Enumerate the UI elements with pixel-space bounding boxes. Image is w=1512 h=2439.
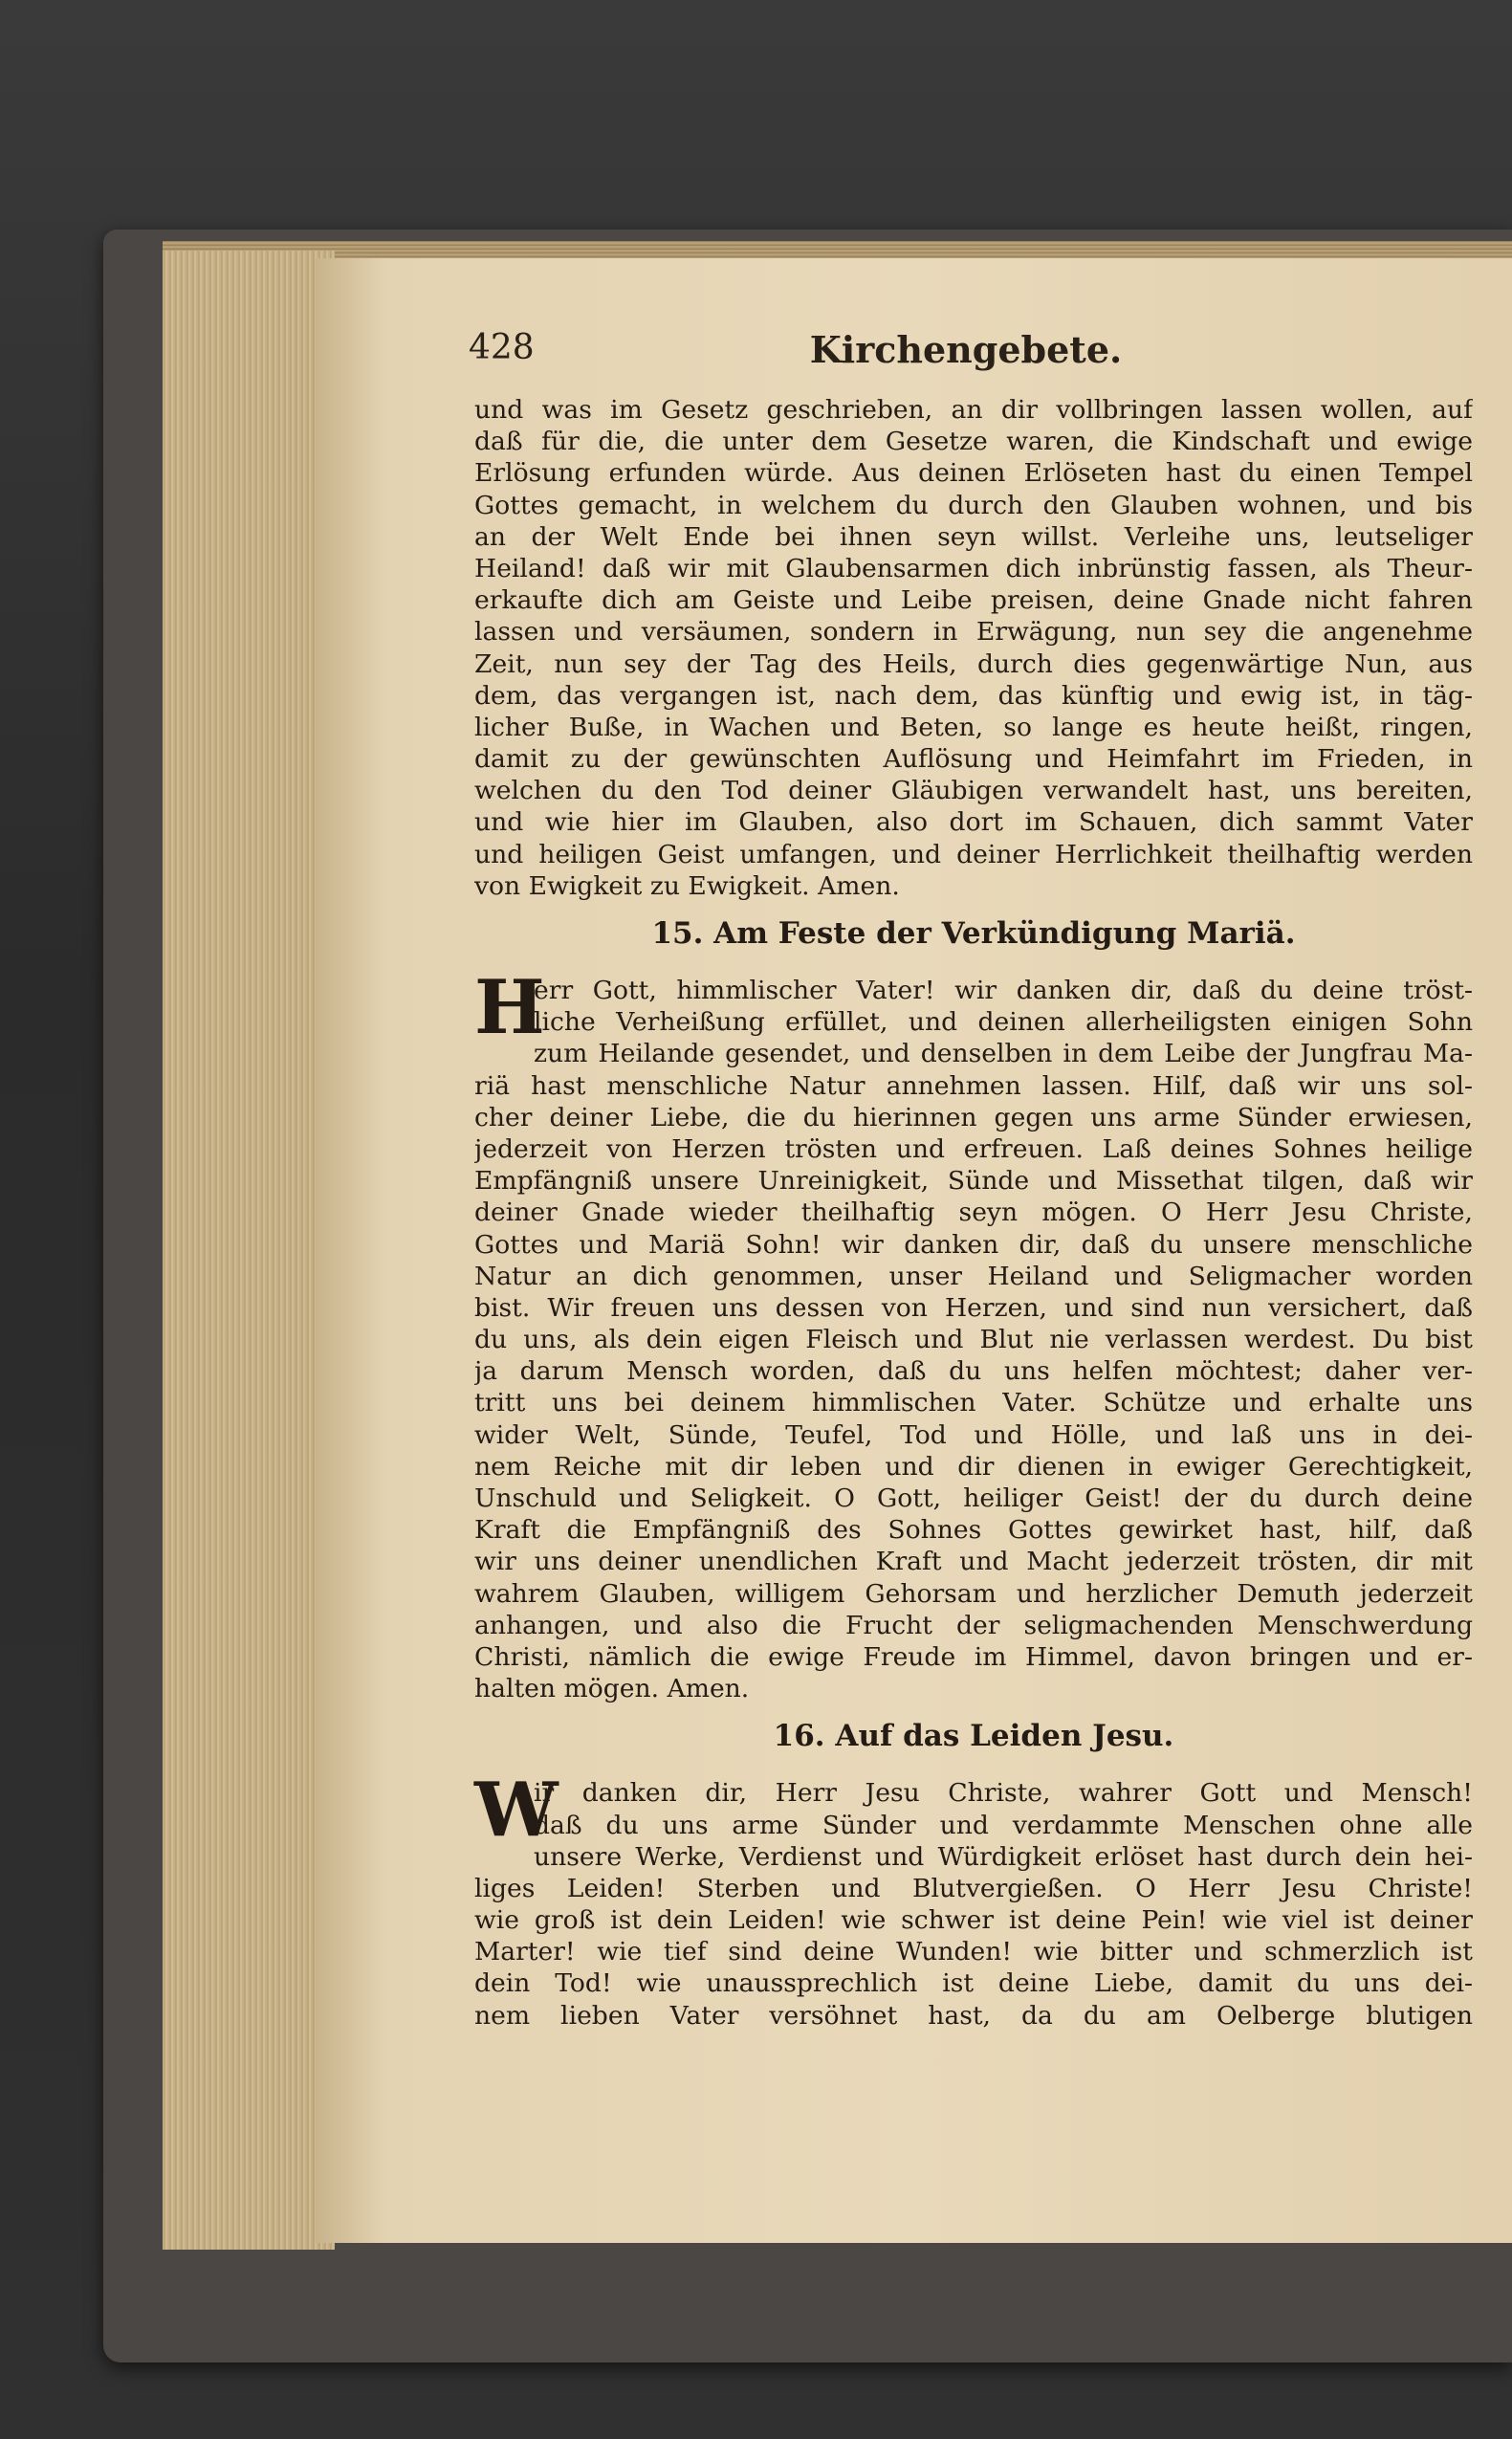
running-head <box>469 328 1463 376</box>
running-title: Kirchengebete. <box>809 328 1123 371</box>
text-line: tritt uns bei deinem himmlischen Vater. Schütze und erhalte uns <box>474 1388 1473 1418</box>
text-line: riä hast menschliche Natur annehmen lassen. Hilf, daß wir uns sol- <box>474 1070 1473 1101</box>
text-line: dem, das vergangen ist, nach dem, das künftig und ewig ist, in täg- <box>474 680 1473 711</box>
page-edges <box>163 251 335 2250</box>
text-line: und wie hier im Glauben, also dort im Schauen, dich sammt Vater <box>474 807 1473 838</box>
text-line: Heiland! daß wir mit Glaubensarmen dich inbrünstig fassen, als Theur- <box>474 553 1473 583</box>
prayer-14-ending <box>474 394 1473 902</box>
prayer-15-body <box>474 964 1473 1704</box>
text-line: nem Reiche mit dir leben und dir dienen in ewiger Gerechtigkeit, <box>474 1451 1473 1482</box>
text-line: liche Verheißung erfüllet, und deinen allerheiligsten einigen Sohn <box>534 1007 1473 1038</box>
text-line: unsere Werke, Verdienst und Würdigkeit erlöset hast durch dein hei- <box>534 1841 1473 1872</box>
text-line: an der Welt Ende bei ihnen seyn willst. Verleihe uns, leutseliger <box>474 521 1473 552</box>
prayer-16-body <box>474 1767 1473 2032</box>
page-number: 428 <box>469 328 535 367</box>
text-line: halten mögen. Amen. <box>474 1674 750 1704</box>
text-line: anhangen, und also die Frucht der seligmachenden Menschwerdung <box>474 1610 1473 1640</box>
drop-cap: H <box>474 964 545 1051</box>
text-line: daß für die, die unter dem Gesetze waren, die Kindschaft und ewige <box>474 427 1473 457</box>
text-line: lassen und versäumen, sondern in Erwägung, nun sey die angenehme <box>474 617 1473 648</box>
text-line: dein Tod! wie unaussprechlich ist deine Liebe, damit du uns dei- <box>474 1968 1473 1999</box>
text-line: licher Buße, in Wachen und Beten, so lange es heute heißt, ringen, <box>474 712 1473 742</box>
text-line: Zeit, nun sey der Tag des Heils, durch dies gegenwärtige Nun, aus <box>474 648 1473 679</box>
text-line: err Gott, himmlischer Vater! wir danken dir, daß du deine tröst- <box>534 976 1473 1005</box>
drop-cap: W <box>474 1767 559 1855</box>
text-line: bist. Wir freuen uns dessen von Herzen, und sind nun versichert, daß <box>474 1292 1473 1323</box>
text-line: und was im Gesetz geschrieben, an dir vollbringen lassen wollen, auf <box>474 395 1473 425</box>
text-line: ir danken dir, Herr Jesu Christe, wahrer Gott und Mensch! <box>534 1778 1473 1809</box>
text-line: Marter! wie tief sind deine Wunden! wie bitter und schmerzlich ist <box>474 1937 1473 1967</box>
text-line: wir uns deiner unendlichen Kraft und Macht jederzeit trösten, dir mit <box>474 1547 1473 1577</box>
text-line: Empfängniß unsere Unreinigkeit, Sünde und Missethat tilgen, daß wir <box>474 1166 1473 1197</box>
text-line: wahrem Glauben, willigem Gehorsam und herzlicher Demuth jederzeit <box>474 1578 1473 1609</box>
text-line: liges Leiden! Sterben und Blutvergießen. O Herr Jesu Christe! <box>474 1873 1473 1903</box>
text-line: Erlösung erfunden würde. Aus deinen Erlöseten hast du einen Tempel <box>474 458 1473 489</box>
text-line: ja darum Mensch worden, daß du uns helfen möchtest; daher ver- <box>474 1356 1473 1387</box>
text-line: cher deiner Liebe, die du hierinnen gegen uns arme Sünder erwiesen, <box>474 1102 1473 1132</box>
text-line: Gottes und Mariä Sohn! wir danken dir, daß du unsere menschliche <box>474 1229 1473 1260</box>
text-line: Gottes gemacht, in welchem du durch den Glauben wohnen, und bis <box>474 490 1473 520</box>
text-line: zum Heilande gesendet, und denselben in dem Leibe der Jungfrau Ma- <box>534 1039 1473 1069</box>
text-line: Kraft die Empfängniß des Sohnes Gottes gewirket hast, hilf, daß <box>474 1515 1473 1546</box>
section-heading-15: 15. Am Feste der Verkündigung Mariä. <box>651 916 1296 951</box>
text-line: wider Welt, Sünde, Teufel, Tod und Hölle, und laß uns in dei- <box>474 1419 1473 1450</box>
text-line: deiner Gnade wieder theilhaftig seyn mögen. O Herr Jesu Christe, <box>474 1198 1473 1228</box>
text-line: von Ewigkeit zu Ewigkeit. Amen. <box>474 870 900 901</box>
text-line: Christi, nämlich die ewige Freude im Himmel, davon bringen und er- <box>474 1641 1473 1672</box>
text-line: damit zu der gewünschten Auflösung und Heimfahrt im Frieden, in <box>474 744 1473 775</box>
text-line: nem lieben Vater versöhnet hast, da du am Oelberge blutigen <box>474 2000 1473 2031</box>
text-line: erkaufte dich am Geiste und Leibe preisen, deine Gnade nicht fahren <box>474 585 1473 616</box>
text-line: jederzeit von Herzen trösten und erfreuen. Laß deines Sohnes heilige <box>474 1133 1473 1164</box>
text-line: Unschuld und Seligkeit. O Gott, heiliger Geist! der du durch deine <box>474 1483 1473 1513</box>
text-line: wie groß ist dein Leiden! wie schwer ist deine Pein! wie viel ist deiner <box>474 1905 1473 1936</box>
text-block <box>474 394 1473 2032</box>
text-line: daß du uns arme Sünder und verdammte Menschen ohne alle <box>534 1810 1473 1840</box>
text-line: du uns, als dein eigen Fleisch und Blut nie verlassen werdest. Du bist <box>474 1325 1473 1355</box>
text-line: welchen du den Tod deiner Gläubigen verwandelt hast, uns bereiten, <box>474 776 1473 806</box>
text-line: Natur an dich genommen, unser Heiland und Seligmacher worden <box>474 1261 1473 1291</box>
section-heading-16: 16. Auf das Leiden Jesu. <box>773 1719 1174 1754</box>
text-line: und heiligen Geist umfangen, und deiner Herrlichkeit theilhaftig werden <box>474 839 1473 869</box>
